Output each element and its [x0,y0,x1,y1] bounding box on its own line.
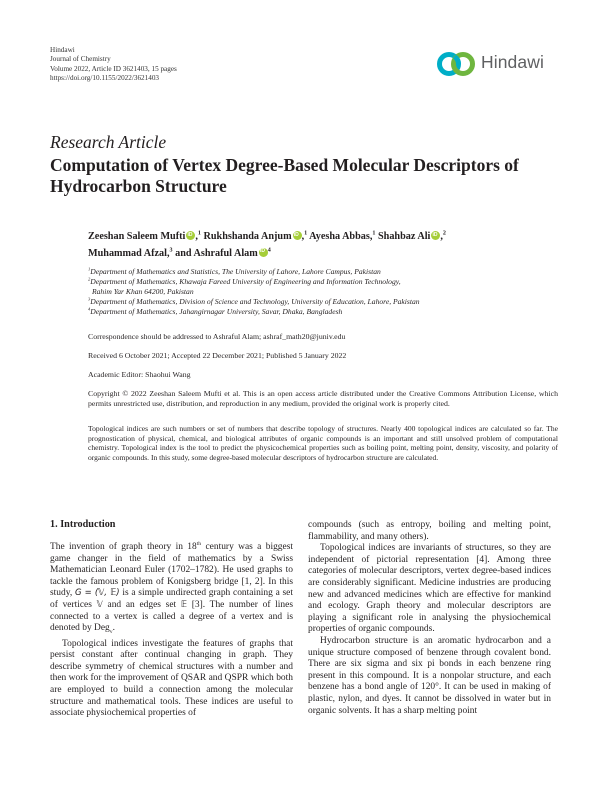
affiliation-item: $^2$Department of Mathematics, Khawaja Fareed University of Engineering and Information Technology, [88,276,401,287]
affiliation-item: $^4$Department of Mathematics, Jahangirnagar University, Savar, Dhaka, Bangladesh [88,306,343,317]
journal-meta [50,46,177,84]
abstract: Topological indices are such numbers or set of numbers that describe topology of structures. Nearly 400 topological indices are calculated so far. The prognostication of physical, chemical, and biological attributes of organic compounds is an important and still unsolved problem of computational chemistry. Topological index is the tool to predict the physicochemical properties such as boiling point, melting point, density, viscosity, and polarity of organic compounds. In this study, some degree-based molecular descriptors of hydrocarbon structure are calculated. [88,424,558,462]
affiliation-ref: 1 [197,230,201,237]
paragraph: Topological indices are invariants of structures, so they are independent of pictorial representation [4]. Among three categories of molecular descriptors, vertex degree-based indices are considerably significant. Medicine industries are producing new and advanced medicines which are effective for mankind and ecology. Graph theory and molecular descriptors are playing a significant role in analysing the physiochemical properties of organic compounds. [308,543,551,635]
author-list: Zeeshan Saleem MuftiiD ,$^1$ Rukhshanda AnjumiD ,$^1$ Ayesha Abbas,$^1$ Shahbaz AliiD ,$^2$ Muhammad Afzal,$^3$ and Ashraful AlamiD $^4$ [88,229,558,262]
affiliation-item: Rahim Yar Khan 64200, Pakistan [92,287,194,297]
orcid-icon[interactable] [293,231,302,240]
copyright-notice: Copyright © 2022 Zeeshan Saleem Mufti et al. This is an open access article distributed under the Creative Commons Attribution License, which permits unrestricted use, distribution, and reproduction in any medium, provided the original work is properly cited. [88,389,558,408]
hindawi-logo-mark-icon [436,50,478,78]
author-name[interactable]: Rukhshanda Anjum [203,231,292,242]
volume-line: Volume 2022, Article ID 3621403, 15 pages [50,64,177,73]
logo-text: Hindawi [481,52,544,72]
publication-dates: Received 6 October 2021; Accepted 22 December 2021; Published 5 January 2022 [88,351,347,360]
affiliation-ref: 1 [372,230,376,237]
journal-name: Journal of Chemistry [50,55,111,64]
affiliation-ref: 3 [169,247,173,254]
affiliation-item: $^1$Department of Mathematics and Statistics, The University of Lahore, Lahore Campus, Pakistan [88,266,381,276]
author-name[interactable]: Shahbaz Ali [377,231,431,242]
orcid-icon[interactable] [259,248,268,257]
author-name[interactable]: Muhammad Afzal, [88,247,170,259]
affiliation-item: $^3$Department of Mathematics, Division of Science and Technology, University of Education, Lahore, Pakistan [88,296,420,307]
article-title: Computation of Vertex Degree-Based Molecular Descriptors of Hydrocarbon Structure [50,155,519,196]
doi-link[interactable]: https://doi.org/10.1155/2022/3621403 [50,74,160,83]
paragraph: Hydrocarbon structure is an aromatic hydrocarbon and a unique structure composed of benzene through covalent bond. There are six sigma and six pi bonds in each benzene ring present in this compound. It is a nonpolar structure, and each benzene has a bond angle of 120°. It can be used in making of plastic, nylon, and dyes. It cannot be dissolved in water but in organic solvents. It has a sharp melting point [308,635,551,716]
body-column-right [308,520,551,717]
author-name[interactable]: Zeeshan Saleem Mufti [88,231,186,242]
orcid-icon[interactable] [431,231,440,240]
affiliation-ref: 2 [442,230,446,237]
affiliations [88,267,558,317]
hindawi-logo[interactable] [436,50,556,76]
publisher-name: Hindawi [50,46,75,54]
orcid-icon[interactable] [186,231,195,240]
paragraph: The invention of graph theory in 18th century was a biggest game changer in the field of mathematics by a Swiss Mathematician Leonard Euler (1702–1782). He used graphs to tackle the famous problem of Konigsberg bridge [1, 2]. In this study, G = (𝕍, 𝔼) is a simple undirected graph containing a set of vertices 𝕍 and an edges set 𝔼 [3]. The number of lines connected to a vertex is called a degree of a vertex and is denoted by Deg$_v$. [50,540,293,636]
author-name[interactable]: and Ashraful Alam [175,247,258,259]
author-name[interactable]: Ayesha Abbas, [309,231,373,242]
paragraph: Topological indices investigate the features of graphs that persist constant after continual changing in graph. They describe symmetry of chemical structures with a number and then work for the improvement of QSAR and QSPR which both are employed to build a connection among the molecular structure and mathematical tools. These indices are useful to associate physiochemical properties of [50,638,293,719]
section-heading: 1. Introduction [50,519,116,530]
article-type: Research Article [50,132,167,152]
affiliation-ref: 4 [267,247,271,254]
paragraph: compounds (such as entropy, boiling and melting point, flammability, and many others). [308,520,551,542]
correspondence: Correspondence should be addressed to Ashraful Alam; ashraf_math20@juniv.edu [88,332,346,341]
body-column-left [50,542,293,720]
affiliation-ref: 1 [304,230,308,237]
academic-editor: Academic Editor: Shaohui Wang [88,370,191,379]
